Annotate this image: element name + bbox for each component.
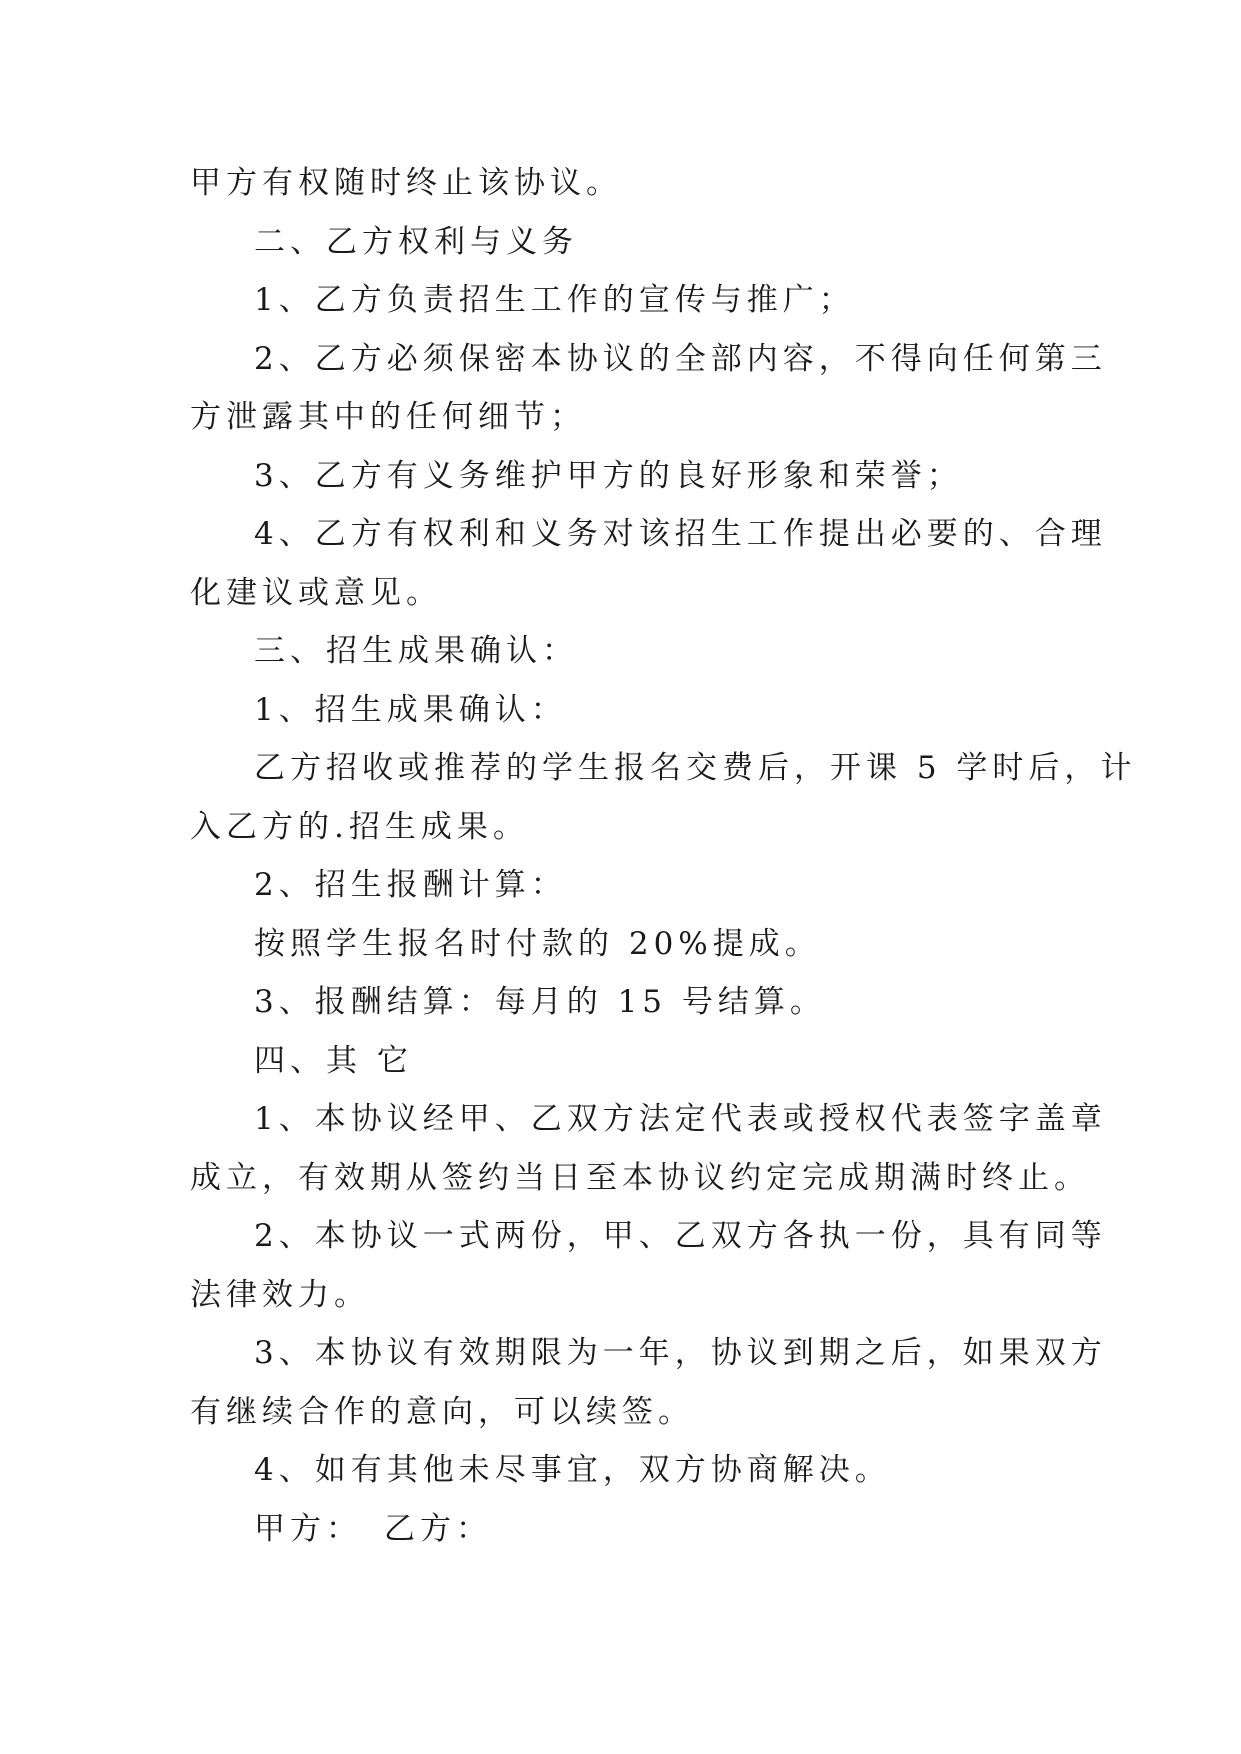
section-heading-2: 二、乙方权利与义务 — [254, 223, 578, 260]
clause-2-4-line-1: 4、乙方有权利和义务对该招生工作提出必要的、合理 — [254, 516, 1107, 552]
signature-party-a: 甲方： — [254, 1510, 362, 1547]
clause-4-2-line-2: 法律效力。 — [190, 1276, 370, 1313]
clause-4-2-line-1: 2、本协议一式两份，甲、乙双方各执一份，具有同等 — [254, 1218, 1107, 1254]
section-heading-4: 四、其 它 — [254, 1042, 413, 1079]
clause-2-4-line-2: 化建议或意见。 — [190, 574, 442, 611]
clause-2-2-line-2: 方泄露其中的任何细节； — [190, 399, 586, 435]
agreement-body — [190, 154, 1137, 1558]
clause-4-3-line-1: 3、本协议有效期限为一年，协议到期之后，如果双方 — [254, 1335, 1107, 1371]
section-heading-3: 三、招生成果确认： — [254, 633, 578, 669]
signature-row — [190, 1500, 1054, 1559]
clause-3-3: 3、报酬结算：每月的 15 号结算。 — [254, 984, 826, 1020]
clause-4-3-line-2: 有继续合作的意向，可以续签。 — [190, 1393, 694, 1430]
clause-2-1: 1、乙方负责招生工作的宣传与推广； — [254, 282, 855, 318]
clause-4-1-line-2: 成立，有效期从签约当日至本协议约定完成期满时终止。 — [190, 1159, 1090, 1196]
intro-line: 甲方有权随时终止该协议。 — [190, 165, 622, 201]
clause-3-1-body-line-1: 乙方招收或推荐的学生报名交费后，开课 5 学时后，计 — [254, 750, 1137, 786]
clause-3-2: 2、招生报酬计算： — [254, 867, 567, 903]
clause-3-2-body: 按照学生报名时付款的 20%提成。 — [254, 925, 821, 962]
clause-2-3: 3、乙方有义务维护甲方的良好形象和荣誉； — [254, 457, 963, 494]
signature-party-b: 乙方： — [384, 1510, 492, 1547]
clause-4-4: 4、如有其他未尽事宜，双方协商解决。 — [254, 1452, 891, 1488]
clause-4-1-line-1: 1、本协议经甲、乙双方法定代表或授权代表签字盖章 — [254, 1101, 1107, 1137]
clause-3-1-body-line-2: 入乙方的.招生成果。 — [190, 808, 529, 845]
clause-2-2-line-1: 2、乙方必须保密本协议的全部内容，不得向任何第三 — [254, 340, 1107, 377]
clause-3-1: 1、招生成果确认： — [254, 691, 567, 728]
